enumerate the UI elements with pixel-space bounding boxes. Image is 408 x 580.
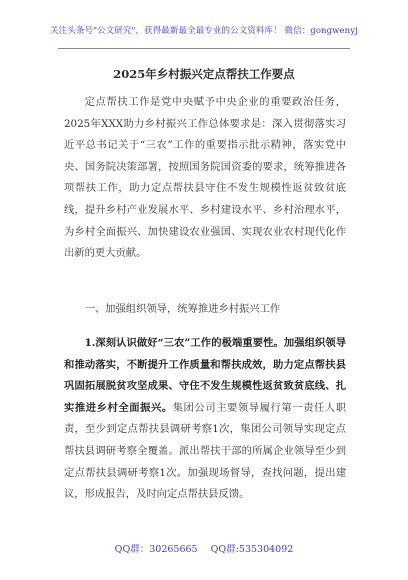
section-heading: 一、加强组织领导，统筹推进乡村振兴工作 [84, 303, 281, 315]
intro-paragraph: 定点帮扶工作是党中央赋予中央企业的重要政治任务，2025年XXX助力乡村振兴工作总体要求是：深入贯彻落实习近平总书记关于“三农”工作的重要指示批示精神，落实党中央、国务院决策部署，按照国务院国资委的要求，统筹推进各项帮扶工作，助力定点帮扶县守住不发生规模性返贫致贫底线，提升乡村产业发展水平、乡村建设水平、乡村治理水平，为乡村全面振兴、加快建设农业强国、实现农业农村现代化作出新的更大贡献。 [64, 96, 346, 260]
document-title: 2025年乡村振兴定点帮扶工作要点 [113, 67, 295, 81]
footer-qq-group-1: QQ群：30265665 [114, 544, 198, 555]
header-divider [58, 48, 350, 49]
footer-qq-group-2: QQ群:535304092 [210, 544, 294, 555]
point-paragraph [64, 333, 346, 506]
point-body-text: 集团公司主要领导履行第一责任人职责，至少到定点帮扶县调研考察1次，集团公司领导实现定点帮扶县调研考察全覆盖。派出帮扶干部的所属企业领导至少到定点帮扶县调研考察1次。加强现场督导，查找问题，提出建议，形成报告，及时向定点帮扶县反馈。 [64, 401, 347, 501]
header-banner: 关注头条号"公文研究"，获得最新最全最专业的公文资料库！ 微信：gongwenyj [50, 26, 358, 36]
footer [0, 541, 408, 555]
point-lead-text: 1.深刻认识做好“三农”工作的极端重要性。加强组织领导和推动落实，不断提升工作质量和帮扶成效，助力定点帮扶县巩固拓展脱贫攻坚成果、守住不发生规模性返贫致贫底线、扎实推进乡村全面振兴。 [64, 337, 346, 414]
